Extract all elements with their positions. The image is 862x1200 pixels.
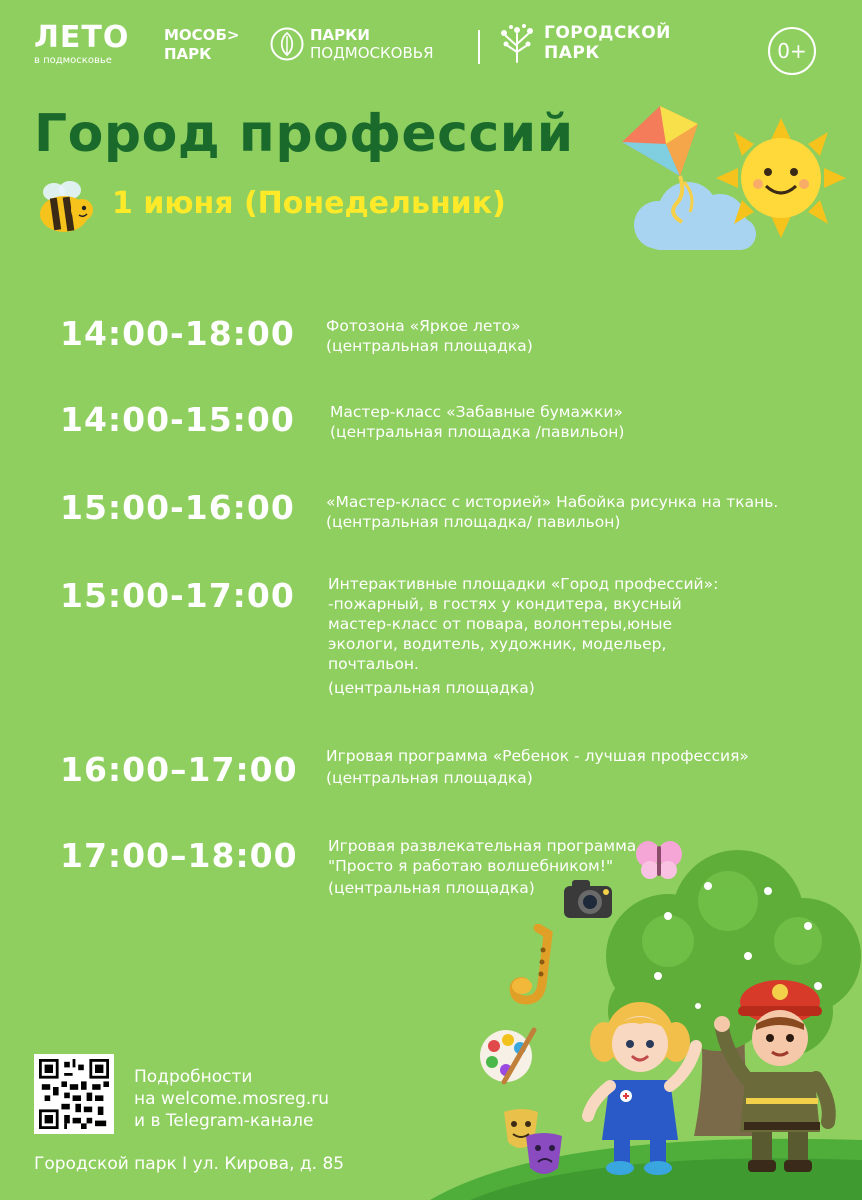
page-title: Город профессий bbox=[34, 104, 574, 164]
leto-logo-main: ЛЕТО bbox=[34, 20, 130, 55]
schedule-description bbox=[326, 746, 749, 788]
schedule-time: 15:00-17:00 bbox=[60, 576, 295, 615]
mosobpark-line1: МОСОБ> bbox=[164, 26, 240, 44]
parki-podmoskovya-logo bbox=[270, 26, 434, 62]
mosobpark-logo bbox=[164, 26, 239, 64]
schedule-time: 14:00-15:00 bbox=[60, 400, 295, 439]
gorod-line1: ГОРОДСКОЙ bbox=[544, 23, 671, 43]
leaf-logo-icon bbox=[270, 27, 304, 61]
more-info-text bbox=[134, 1066, 329, 1132]
schedule-line: Игровая развлекательная программа bbox=[328, 837, 637, 855]
schedule-line: Игровая программа «Ребенок - лучшая профессия» bbox=[326, 747, 749, 765]
schedule-line: (центральная площадка) bbox=[326, 769, 533, 787]
butterfly-icon bbox=[634, 838, 684, 882]
schedule-line: Мастер-класс «Забавные бумажки» bbox=[330, 403, 623, 421]
more-info-link[interactable]: на welcome.mosreg.ru bbox=[134, 1089, 330, 1109]
schedule-description bbox=[328, 574, 718, 698]
saxophone-icon bbox=[508, 924, 568, 1008]
schedule-description bbox=[326, 492, 778, 532]
tree-logo-icon bbox=[498, 22, 536, 64]
schedule-line: (центральная площадка/ павильон) bbox=[326, 513, 621, 531]
schedule-line: (центральная площадка) bbox=[326, 337, 533, 355]
parki-line2: ПОДМОСКОВЬЯ bbox=[310, 44, 434, 62]
schedule-line: -пожарный, в гостях у кондитера, вкусный bbox=[328, 595, 682, 613]
bee-icon bbox=[34, 178, 98, 236]
leto-logo-sub: в подмосковье bbox=[34, 55, 112, 66]
leto-logo bbox=[34, 22, 144, 67]
header-divider bbox=[478, 30, 480, 64]
schedule-line: экологи, водитель, художник, модельер, bbox=[328, 635, 667, 653]
parki-line1: ПАРКИ bbox=[310, 26, 370, 44]
mosobpark-line2: ПАРК bbox=[164, 45, 212, 63]
schedule-line: Фотозона «Яркое лето» bbox=[326, 317, 521, 335]
firefighter-character bbox=[712, 972, 842, 1180]
kite-icon bbox=[620, 104, 730, 224]
more-info-line: и в Telegram-канале bbox=[134, 1111, 314, 1131]
schedule-time: 14:00-18:00 bbox=[60, 314, 295, 353]
park-address: Городской парк I ул. Кирова, д. 85 bbox=[34, 1154, 345, 1174]
schedule-line: мастер-класс от повара, волонтеры,юные bbox=[328, 615, 672, 633]
schedule-line: Интерактивные площадки «Город профессий»: bbox=[328, 575, 719, 593]
gorod-line2: ПАРК bbox=[544, 43, 600, 63]
event-date: 1 июня (Понедельник) bbox=[112, 186, 506, 221]
camera-icon bbox=[560, 874, 622, 926]
schedule-time: 15:00-16:00 bbox=[60, 488, 295, 527]
palette-icon bbox=[476, 1024, 540, 1086]
schedule-line: (центральная площадка) bbox=[328, 879, 535, 897]
gorodskoy-park-logo bbox=[498, 22, 671, 64]
theater-masks-icon bbox=[500, 1106, 566, 1182]
schedule-description bbox=[326, 316, 533, 356]
schedule-line: (центральная площадка) bbox=[328, 679, 535, 697]
qr-code-pattern bbox=[39, 1059, 109, 1129]
schedule-time: 16:00–17:00 bbox=[60, 750, 298, 789]
qr-code[interactable] bbox=[34, 1054, 114, 1134]
schedule-line: (центральная площадка /павильон) bbox=[330, 423, 625, 441]
more-info-line: Подробности bbox=[134, 1067, 253, 1087]
sun-icon bbox=[716, 118, 846, 238]
schedule-line: "Просто я работаю волшебником!" bbox=[328, 857, 614, 875]
schedule-line: «Мастер-класс с историей» Набойка рисунка на ткань. bbox=[326, 493, 779, 511]
schedule-time: 17:00–18:00 bbox=[60, 836, 298, 875]
schedule-line: почтальон. bbox=[328, 655, 419, 673]
age-rating-badge: 0+ bbox=[768, 27, 816, 75]
schedule-description bbox=[330, 402, 624, 442]
girl-character bbox=[570, 990, 710, 1180]
